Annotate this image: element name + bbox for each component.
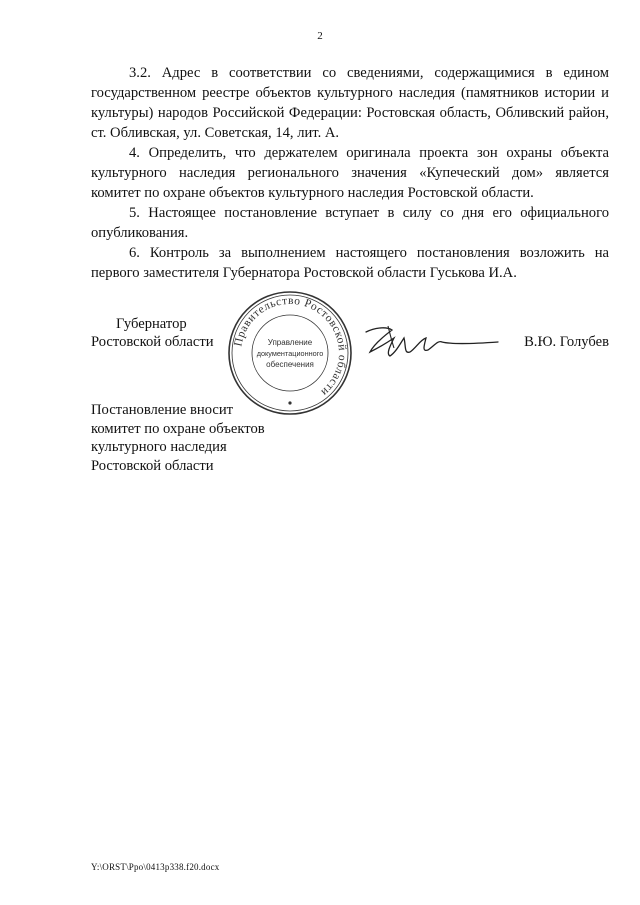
seal-outer-text: Правительство Ростовской области: [232, 294, 349, 399]
paragraph-effective: 5. Настоящее постановление вступает в силу со дня его официального опубликования.: [91, 205, 609, 241]
note-line3: культурного наследия: [91, 439, 227, 455]
page-number: 2: [317, 30, 323, 42]
seal-inner-line3: обеспечения: [266, 360, 314, 369]
submission-note: [91, 401, 265, 475]
paragraph-address: 3.2. Адрес в соответствии со сведениями, содержащимися в едином государственном реестре объектов культурного наследия (памятников истории и культуры) народов Российской Федерации: Ростовская область, Обливский район, ст. Обливская, ул. Советская, 14, лит. А.: [91, 65, 609, 141]
note-line2: комитет по охране объектов: [91, 420, 265, 437]
signatory-name: В.Ю. Голубев: [524, 334, 609, 350]
handwritten-signature: [360, 318, 500, 368]
document-body: [91, 63, 609, 283]
official-seal: [227, 290, 353, 416]
note-line4: Ростовской области: [91, 457, 214, 474]
seal-star-dot: [288, 401, 291, 404]
paragraph-holder: 4. Определить, что держателем оригинала проекта зон охраны объекта культурного наследия регионального значения «Купеческий дом» является комитет по охране объектов культурного наследия Ростовской области.: [91, 145, 609, 201]
signatory-title-line2: Ростовской области: [91, 334, 214, 350]
file-path-footer: Y:\ORST\Ppo\0413p338.f20.docx: [91, 862, 220, 872]
note-line1: Постановление вносит: [91, 402, 234, 418]
paragraph-control: 6. Контроль за выполнением настоящего постановления возложить на первого заместителя Губернатора Ростовской области Гуськова И.А.: [91, 245, 609, 281]
signatory-title-line1: Губернатор: [116, 316, 187, 332]
seal-inner-line2: документационного: [256, 349, 324, 358]
seal-inner-line1: Управление: [267, 338, 313, 347]
signatory-title: [91, 315, 214, 351]
